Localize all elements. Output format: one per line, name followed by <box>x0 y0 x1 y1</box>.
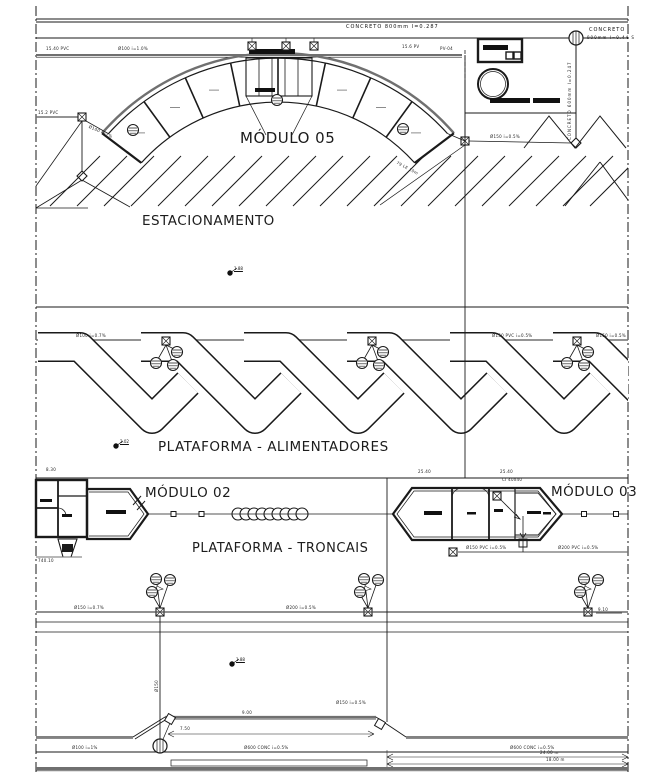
manhole <box>569 31 583 45</box>
annotation: 15.40 PVC <box>46 46 70 51</box>
water-tank <box>478 69 508 99</box>
annotation: Ø150 i=0.5% <box>336 700 366 705</box>
modulo-05-label: MÓDULO 05 <box>240 129 336 147</box>
annotation: Ø100 i=0.7% <box>76 333 106 338</box>
survey-points <box>114 268 239 666</box>
survey-point-label: 2.02 <box>120 439 129 444</box>
inlet-box <box>375 719 386 730</box>
bench <box>490 98 530 103</box>
utility-block <box>465 39 576 141</box>
sanitary-cluster <box>246 38 314 135</box>
annotation: Ø100 i=1% <box>72 745 98 750</box>
drain-box <box>282 42 290 50</box>
annotation: 25.40 <box>418 469 431 474</box>
inlet-box <box>165 714 176 725</box>
annotation: 15.6 PV <box>402 44 420 49</box>
modulo-03-label: MÓDULO 03 <box>551 484 638 500</box>
drain-box <box>78 113 86 121</box>
concrete-800-label: CONCRETO 800mm I=0.287 <box>346 24 439 30</box>
plataforma-alimentadores-label: PLATAFORMA - ALIMENTADORES <box>158 439 389 455</box>
floor-drain <box>272 95 283 106</box>
concrete-600-label: CONCRETO 600mm I=0.247 <box>567 61 572 140</box>
annotation: CI 40x40 <box>502 477 523 482</box>
annotation: Ø600 CONC i=0.5% <box>244 745 289 750</box>
annotation: Ø100 i=2% <box>87 124 114 139</box>
bollard-circle-chain <box>232 508 308 520</box>
survey-point-label: 1.88 <box>234 266 243 271</box>
plataforma-troncais-label: PLATAFORMA - TRONCAIS <box>192 541 369 556</box>
annotation: Ø150 i=0.7% <box>74 605 104 610</box>
survey-point-label: 1.88 <box>236 657 245 662</box>
annotation: 24.00 m <box>540 750 559 755</box>
annotation: PV-04 <box>440 46 453 51</box>
lamp-post <box>355 574 384 617</box>
lamp-post <box>147 574 176 617</box>
modulo-03-building <box>393 488 562 540</box>
estacionamento-label: ESTACIONAMENTO <box>142 213 275 229</box>
bench <box>533 98 560 103</box>
drain-box <box>310 42 318 50</box>
floor-drain <box>398 124 409 135</box>
annotation: Ø100 i=1.0% <box>118 46 148 51</box>
floor-drain <box>128 125 139 136</box>
annotation: 15.2 PVC <box>38 110 59 115</box>
annotation: Ø600 CONC i=0.5% <box>510 745 555 750</box>
annotation: 8.30 <box>46 467 57 472</box>
drain-box <box>493 492 501 500</box>
annotation: Ø150 PVC i=0.5% <box>466 545 507 550</box>
junction-diamond <box>77 171 87 181</box>
left-connector <box>36 121 130 208</box>
lower-road-lines <box>36 478 628 746</box>
annotation: Ø150 i=0.5% <box>490 134 520 139</box>
annotation: Ø200 i=0.5% <box>286 605 316 610</box>
modulo-02-label: MÓDULO 02 <box>145 485 232 501</box>
annotation: 740.10 <box>38 558 54 563</box>
annotation: Ø200 PVC i=0.5% <box>558 545 599 550</box>
annotation: Ø150 <box>154 680 159 692</box>
concrete-900-name: CONCRETO <box>589 27 626 33</box>
concrete-900-spec: 900mm I=0.44 S <box>587 35 635 40</box>
parking-hatch <box>36 116 640 208</box>
annotation: 25.40 <box>500 469 513 474</box>
drain-box <box>449 548 457 556</box>
annotation: 9.00 <box>242 710 253 715</box>
annotation: 9.10 <box>598 607 609 612</box>
annotation: 79 LE 10m <box>395 160 420 176</box>
bottom-platform <box>36 717 628 771</box>
drain-box <box>248 42 256 50</box>
annotation: 18.00 m <box>546 757 565 762</box>
annotation: 7.50 <box>180 726 191 731</box>
annotation: Ø150 i=0.5% <box>596 333 626 338</box>
manhole <box>153 739 167 753</box>
modulo-02-building <box>36 480 148 557</box>
annotation: Ø150 PVC i=0.5% <box>492 333 533 338</box>
